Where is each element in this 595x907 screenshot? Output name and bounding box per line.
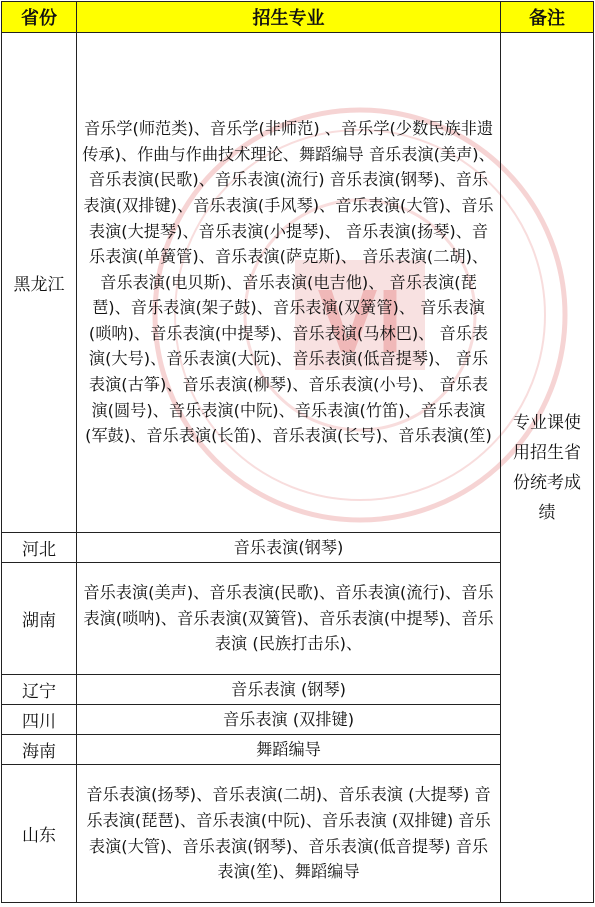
province-cell: 湖南	[2, 563, 77, 675]
header-major: 招生专业	[77, 2, 501, 33]
major-cell: 舞蹈编导	[77, 735, 501, 765]
header-province: 省份	[2, 2, 77, 33]
province-cell: 辽宁	[2, 675, 77, 705]
note-cell: 专业课使用招生省份统考成绩	[501, 33, 594, 903]
table-header-row	[2, 2, 594, 33]
province-cell: 河北	[2, 533, 77, 563]
province-cell: 黑龙江	[2, 33, 77, 533]
major-cell: 音乐表演(美声)、音乐表演(民歌)、音乐表演(流行)、音乐表演(唢呐)、音乐表演(双簧管)、音乐表演(中提琴)、音乐表演 (民族打击乐)、	[77, 563, 501, 675]
major-cell: 音乐学(师范类)、音乐学(非师范) 、音乐学(少数民族非遗传承)、作曲与作曲技术理论、舞蹈编导 音乐表演(美声)、音乐表演(民歌)、音乐表演(流行) 音乐表演(钢琴)、音乐表演(双排键)、音乐表演(手风琴)、音乐表演(大管)、音乐表演(大提琴)、音乐表演(小提琴)、 音乐表演(扬琴)、音乐表演(单簧管)、音乐表演(萨克斯)、 音乐表演(二胡)、音乐表演(电贝斯)、音乐表演(电吉他)、 音乐表演(琵琶)、音乐表演(架子鼓)、音乐表演(双簧管)、 音乐表演(唢呐)、音乐表演(中提琴)、音乐表演(马林巴)、 音乐表演(大号)、音乐表演(大阮)、音乐表演(低音提琴)、 音乐表演(古筝)、音乐表演(柳琴)、音乐表演(小号)、 音乐表演(圆号)、音乐表演(中阮)、音乐表演(竹笛)、音乐表演(军鼓)、音乐表演(长笛)、音乐表演(长号)、音乐表演(笙)	[77, 33, 501, 533]
svg-text:VI: VI	[317, 272, 403, 372]
major-cell: 音乐表演(钢琴)	[77, 533, 501, 563]
table-row	[2, 33, 594, 533]
major-cell: 音乐表演 (钢琴)	[77, 675, 501, 705]
admissions-table	[1, 1, 594, 903]
major-cell: 音乐表演(扬琴)、音乐表演(二胡)、音乐表演 (大提琴) 音乐表演(琵琶)、音乐表演(中阮)、音乐表演 (双排键) 音乐表演(大管)、音乐表演(钢琴)、音乐表演(低音提琴) 音乐表演(笙)、舞蹈编导	[77, 765, 501, 903]
province-cell: 山东	[2, 765, 77, 903]
major-cell: 音乐表演 (双排键)	[77, 705, 501, 735]
province-cell: 四川	[2, 705, 77, 735]
header-note: 备注	[501, 2, 594, 33]
province-cell: 海南	[2, 735, 77, 765]
